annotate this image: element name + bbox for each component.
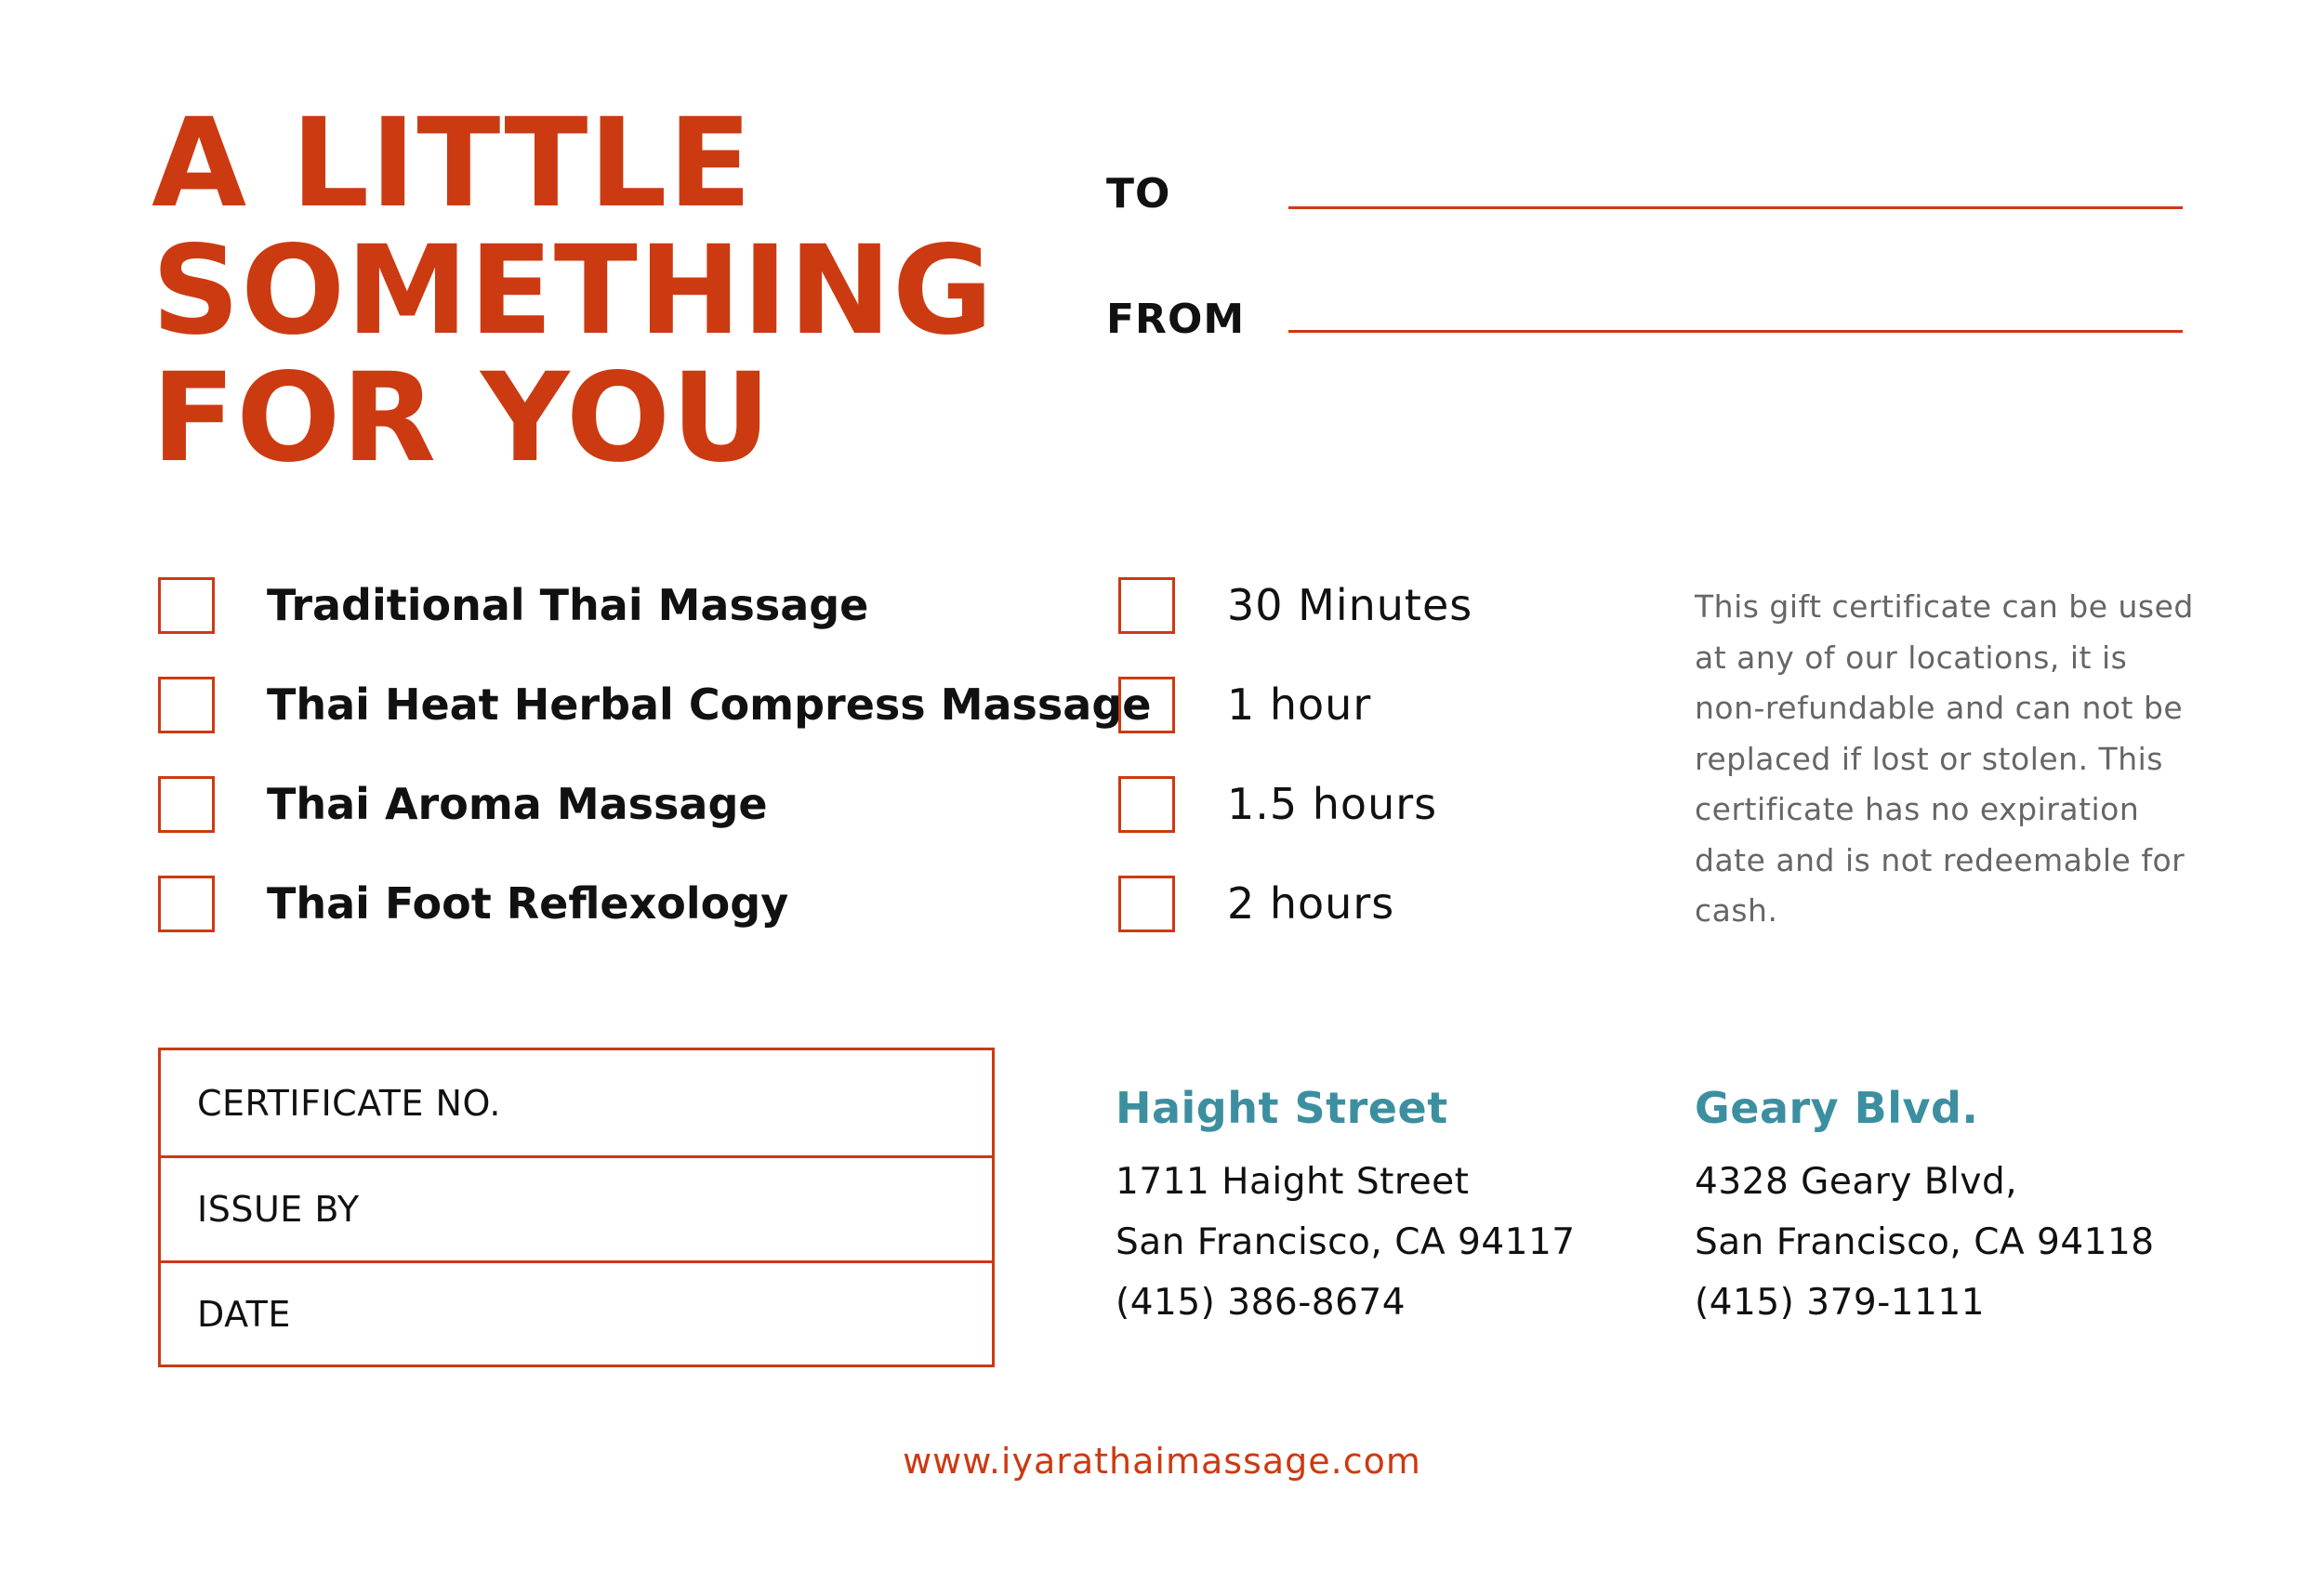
checkbox[interactable] (1118, 876, 1175, 932)
duration-option-2-hours[interactable] (1118, 875, 1394, 932)
location-phone: (415) 386-8674 (1116, 1282, 1406, 1324)
duration-label: 1.5 hours (1227, 779, 1438, 829)
checkbox[interactable] (1118, 776, 1175, 833)
duration-label: 30 Minutes (1227, 580, 1473, 630)
title-line-2: SOMETHING (152, 219, 995, 363)
massage-option-herbal-compress[interactable] (158, 676, 1151, 733)
certificate-title (152, 92, 1063, 490)
location-name: Haight Street (1116, 1083, 1448, 1133)
checkbox[interactable] (158, 677, 215, 733)
massage-option-aroma[interactable] (158, 775, 768, 833)
issue-by-field[interactable]: ISSUE BY (161, 1155, 992, 1260)
location-address-line-2: San Francisco, CA 94117 (1116, 1221, 1576, 1263)
location-phone: (415) 379-1111 (1695, 1282, 1986, 1324)
location-address-line-1: 1711 Haight Street (1116, 1161, 1470, 1203)
terms-text: This gift certificate can be used at any of our locations, it is non-refundable and can not be replaced if lost or stolen. This certificate has no expiration date and is not redeemable for cash. (1695, 588, 2194, 929)
duration-option-1-5-hours[interactable] (1118, 775, 1437, 833)
location-address-line-1: 4328 Geary Blvd, (1695, 1161, 2018, 1203)
checkbox[interactable] (1118, 577, 1175, 634)
massage-option-foot-reflexology[interactable] (158, 875, 788, 932)
massage-option-traditional[interactable] (158, 576, 868, 634)
checkbox[interactable] (158, 577, 215, 634)
location-haight-street (1116, 1083, 1636, 1333)
certificate-number-field[interactable]: CERTIFICATE NO. (197, 1082, 501, 1124)
duration-option-30-minutes[interactable] (1118, 576, 1472, 634)
location-address-line-2: San Francisco, CA 94118 (1695, 1221, 2155, 1263)
to-line[interactable] (1288, 206, 2183, 209)
checkbox[interactable] (158, 876, 215, 932)
title-line-1: A LITTLE (152, 92, 753, 235)
certificate-details-table (158, 1048, 995, 1367)
title-line-3: FOR YOU (152, 347, 772, 490)
massage-label: Thai Aroma Massage (267, 779, 768, 829)
checkbox[interactable] (1118, 677, 1175, 733)
duration-option-1-hour[interactable] (1118, 676, 1371, 733)
date-field[interactable]: DATE (161, 1260, 992, 1365)
massage-label: Thai Heat Herbal Compress Massage (267, 679, 1152, 730)
massage-label: Thai Foot Reflexology (267, 878, 789, 929)
location-name: Geary Blvd. (1695, 1083, 1979, 1133)
checkbox[interactable] (158, 776, 215, 833)
massage-label: Traditional Thai Massage (267, 580, 869, 630)
from-label: FROM (1106, 296, 1246, 343)
location-geary-blvd (1695, 1083, 2215, 1333)
duration-label: 1 hour (1227, 679, 1372, 730)
duration-label: 2 hours (1227, 878, 1395, 929)
from-line[interactable] (1288, 330, 2183, 333)
to-label: TO (1106, 170, 1171, 218)
website-link[interactable]: www.iyarathaimassage.com (903, 1441, 1421, 1482)
